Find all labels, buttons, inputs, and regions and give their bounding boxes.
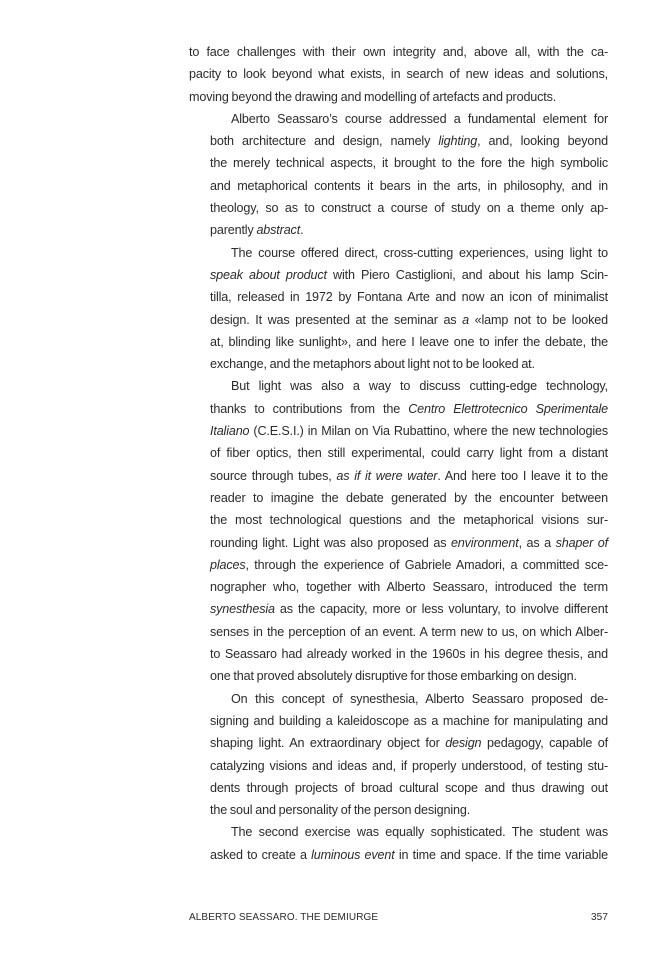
text-run: . And here too I leave it to the <box>437 468 608 483</box>
text-line <box>189 688 608 710</box>
italic-text: synesthesia <box>210 602 275 617</box>
text-line <box>189 665 608 687</box>
text-line <box>189 554 608 576</box>
text-run: with Piero Castiglioni, and about his lamp Scin- <box>326 267 608 282</box>
text-line <box>189 63 608 85</box>
text-run: , as a <box>518 535 556 550</box>
paragraph <box>189 242 608 376</box>
running-title: ALBERTO SEASSARO. THE DEMIURGE <box>189 912 379 923</box>
text-line <box>189 487 608 509</box>
text-line <box>189 175 608 197</box>
text-run: rounding light. Light was also proposed as <box>210 535 451 550</box>
text-run: to face challenges with their own integrity and, above all, with the ca- <box>189 45 608 59</box>
text-run: (C.E.S.I.) in Milan on Via Rubattino, where the new technologies <box>249 424 608 439</box>
text-run: both architecture and design, namely <box>210 134 439 149</box>
text-run: , through the experience of Gabriele Amadori, a committed sce- <box>245 557 608 572</box>
text-line <box>189 844 608 866</box>
text-run: one that proved absolutely disruptive for those embarking on design. <box>210 669 577 684</box>
italic-text: lighting <box>438 134 478 149</box>
text-run: pacity to look beyond what exists, in search of new ideas and solutions, <box>189 67 608 82</box>
text-line <box>189 219 608 241</box>
text-run: in time and space. If the time variable <box>394 847 608 862</box>
text-run: asked to create a <box>210 847 312 862</box>
italic-text: shaper of <box>555 535 608 550</box>
text-run: The second exercise was equally sophisticated. The student was <box>231 825 608 840</box>
text-line <box>189 465 608 487</box>
text-run: reader to imagine the debate generated by the encounter between <box>210 490 608 505</box>
text-run: Alberto Seassaro’s course addressed a fundamental element for <box>231 111 608 126</box>
italic-text: Centro Elettrotecnico Sperimentale <box>408 401 609 416</box>
text-line <box>189 598 608 620</box>
text-line <box>189 777 608 799</box>
text-line <box>189 442 608 464</box>
text-line <box>189 130 608 152</box>
text-run: design. It was presented at the seminar as <box>210 312 463 327</box>
text-run: the soul and personality of the person designing. <box>210 803 471 818</box>
italic-text: abstract <box>256 223 301 238</box>
text-line <box>189 799 608 821</box>
text-line <box>189 375 608 397</box>
text-run: senses in the perception of an event. A term new to us, on which Alber- <box>210 624 608 639</box>
text-run: dents through projects of broad cultural scope and thus drawing out <box>210 780 608 795</box>
text-run: «lamp not to be looked <box>468 312 608 327</box>
italic-text: places <box>210 557 246 572</box>
text-line <box>189 242 608 264</box>
text-run: On this concept of synesthesia, Alberto Seassaro proposed de- <box>231 691 608 706</box>
text-line <box>189 576 608 598</box>
text-run: pedagogy, capable of <box>481 736 608 751</box>
text-line <box>189 108 608 130</box>
text-run: source through tubes, <box>210 468 337 483</box>
text-run: , and, looking beyond <box>477 134 608 149</box>
text-run: tilla, released in 1972 by Fontana Arte and now an icon of minimalist <box>210 290 608 305</box>
paragraph <box>189 108 608 242</box>
text-line <box>189 509 608 531</box>
paragraph <box>189 41 608 108</box>
text-line <box>189 286 608 308</box>
text-run: the most technological questions and the metaphorical visions sur- <box>210 513 608 528</box>
italic-text: Italiano <box>210 424 250 439</box>
text-line <box>189 755 608 777</box>
text-line <box>189 264 608 286</box>
text-run: theology, so as to construct a course of study on a theme only ap- <box>210 201 608 216</box>
body-text <box>189 41 608 866</box>
text-run: moving beyond the drawing and modelling of artefacts and products. <box>189 89 557 104</box>
text-run: parently <box>210 223 257 238</box>
text-line <box>189 710 608 732</box>
text-run: nographer who, together with Alberto Seassaro, introduced the term <box>210 580 608 595</box>
text-line <box>189 309 608 331</box>
text-line <box>189 732 608 754</box>
text-line <box>189 86 608 108</box>
italic-text: design <box>445 736 482 751</box>
text-run: . <box>300 223 304 238</box>
paragraph <box>189 821 608 866</box>
text-run: the merely technical aspects, it brought to the fore the high symbolic <box>210 156 608 171</box>
text-run: and metaphorical contents it bears in the arts, in philosophy, and in <box>210 178 608 193</box>
text-line <box>189 821 608 843</box>
italic-text: environment <box>450 535 519 550</box>
text-line <box>189 331 608 353</box>
paragraph <box>189 688 608 822</box>
text-run: signing and building a kaleidoscope as a machine for manipulating and <box>210 713 608 728</box>
text-line <box>189 643 608 665</box>
text-run: at, blinding like sunlight», and here I leave one to infer the debate, the <box>210 334 608 349</box>
text-line <box>189 41 608 63</box>
text-line <box>189 353 608 375</box>
text-run: thanks to contributions from the <box>210 401 409 416</box>
text-run: The course offered direct, cross-cutting experiences, using light to <box>231 245 608 260</box>
italic-text: luminous event <box>311 847 395 862</box>
text-line <box>189 420 608 442</box>
text-run: But light was also a way to discuss cutting-edge technology, <box>231 379 608 394</box>
italic-text: as if it were water <box>336 468 438 483</box>
italic-text: a <box>462 312 469 327</box>
paragraph <box>189 375 608 687</box>
text-line <box>189 532 608 554</box>
text-line <box>189 398 608 420</box>
text-line <box>189 621 608 643</box>
text-run: shaping light. An extraordinary object for <box>210 736 446 751</box>
text-run: as the capacity, more or less voluntary, to involve different <box>274 602 608 617</box>
text-run: to Seassaro had already worked in the 1960s in his degree thesis, and <box>210 647 608 662</box>
text-run: of fiber optics, then still experimental, could carry light from a distant <box>210 446 608 461</box>
italic-text: speak about product <box>210 267 327 282</box>
text-run: exchange, and the metaphors about light not to be looked at. <box>210 357 535 372</box>
text-line <box>189 197 608 219</box>
text-run: catalyzing visions and ideas and, if properly understood, of testing stu- <box>210 758 608 773</box>
text-line <box>189 152 608 174</box>
page-number: 357 <box>591 912 608 923</box>
